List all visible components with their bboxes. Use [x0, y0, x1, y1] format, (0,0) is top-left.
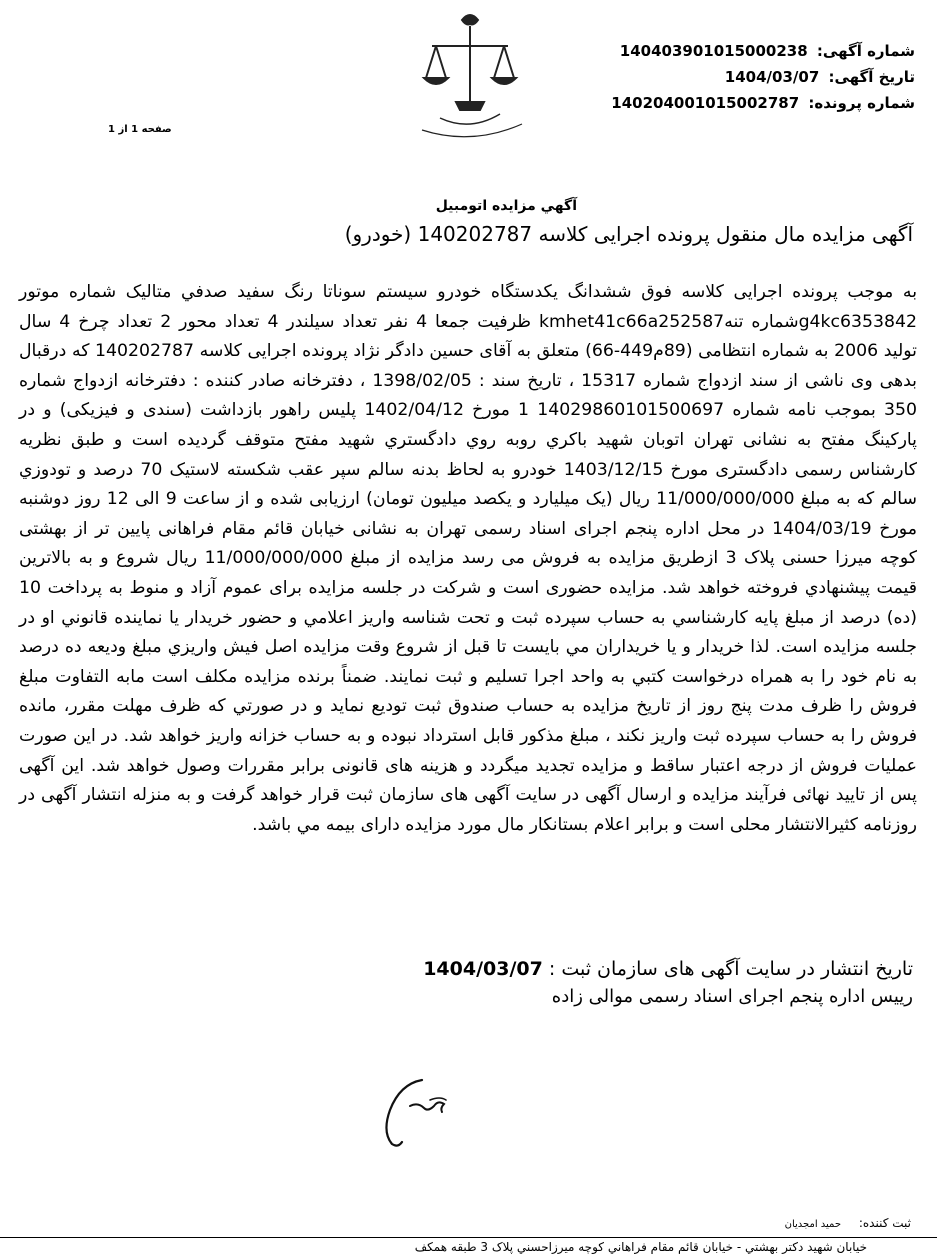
case-number-row [585, 90, 915, 116]
ad-metadata [585, 38, 915, 116]
ad-date: 1404/03/07 [724, 68, 820, 86]
ad-date-label: تاریخ آگهی: [828, 68, 915, 86]
registrar-name: حميد امجديان [784, 1219, 842, 1230]
page-subtitle: آگهی مزایده مال منقول پرونده اجرایی کلاسه 140202787 (خودرو) [344, 222, 913, 246]
ad-number-label: شماره آگهی: [816, 42, 915, 60]
footer-address: خيابان شهيد دکتر بهشتي - خيابان قائم مقام فراهاني کوچه ميرزاحسني پلاک 3 طبقه همکف [414, 1240, 867, 1254]
case-number-label: شماره پرونده: [808, 94, 915, 112]
ad-number: 140403901015000238 [619, 42, 808, 60]
signatory-title: رييس اداره پنجم اجرای اسناد رسمی موالی زاده [551, 986, 913, 1007]
handwritten-signature-icon [360, 1070, 470, 1160]
auction-body-text: به موجب پرونده اجرايی کلاسه فوق ششدانگ يکدستگاه خودرو سيستم سوناتا رنگ سفيد صدفي متاليک شماره موتور g4kc6353842شماره تنهkmhet41c66a252587 ظرفيت جمعا 4 نفر تعداد سيلندر 4 تعداد محور 2 تعداد چرخ 4 سال توليد 2006 به شماره انتظامی (89م449-66) متعلق به آقای حسين دادگر نژاد پرونده اجرايی کلاسه 140202787 که درقبال بدهی وی ناشی از سند ازدواج شماره 15317 ، تاريخ سند : 1398/02/05 ، دفترخانه صادر کننده : دفترخانه ازدواج شماره 350 بموجب نامه شماره 14029860101500697 1 مورخ 1402/04/12 پليس راهور بازداشت (سندی و فيزيکی) و در پارکينگ مفتح به نشانی تهران اتوبان شهيد باکري روبه روي دادگستري شهيد مفتح متوقف گرديده است و طبق نظريه کارشناس رسمی دادگستری مورخ 1403/12/15 خودرو به لحاظ بدنه سالم سپر عقب شکسته لاستيک 70 درصد و تودوزي سالم که به مبلغ 11/000/000/000 ريال (يک ميليارد و يکصد ميليون تومان) ارزيابی شده و از ساعت 9 الی 12 روز دوشنبه مورخ 1404/03/19 در محل اداره پنجم اجرای اسناد رسمی تهران به نشانی خيابان قائم مقام فراهانی پايين تر از بهشتی کوچه ميرزا حسنی پلاک 3 ازطريق مزايده به فروش می رسد مزايده از مبلغ 11/000/000/000 ريال شروع و به بالاترين قيمت پيشنهادي فروخته خواهد شد. مزايده حضوری است و شرکت در جلسه مزايده برای عموم آزاد و منوط به پرداخت 10 (ده) درصد از مبلغ پايه کارشناسي به حساب سپرده ثبت و تحت شناسه واريز اعلامي و حضور خريدار يا نماينده قانوني او در جلسه مزايده است. لذا خريدار و يا خريداران مي بايست تا قبل از شروع وقت مزايده اصل فيش واريزي مبلغ وديعه ده درصد به نام خود را به همراه درخواست کتبي به واحد اجرا تسليم و ثبت نمايند. ضمناً برنده مزايده مکلف است مابه التفاوت مبلغ فروش را ظرف مدت پنج روز از تاريخ مزايده به حساب صندوق ثبت توديع نمايد و در صورتي که ظرف مهلت مقرر، مانده فروش را به حساب سپرده ثبت واريز نکند ، مبلغ مذکور قابل استرداد نبوده و به حساب خزانه واريز خواهد شد. در اين صورت عمليات فروش از درجه اعتبار ساقط و مزايده تجديد ميگردد و هزينه های قانونی برابر مقررات وصول خواهد شد. اين آگهی پس از تاييد نهائی فرآيند مزايده و ارسال آگهی در سايت آگهی های سازمان ثبت قرار خواهد گرفت و به منزله انتشار آگهی در روزنامه کثيرالانتشار محلی است و برابر اعلام بستانکار مال مورد مزايده دارای بيمه مي باشد. [19, 282, 917, 835]
case-number: 140204001015002787 [611, 94, 800, 112]
publication-date-line [423, 958, 913, 980]
ad-number-row [585, 38, 915, 64]
publication-date: 1404/03/07 [423, 958, 543, 980]
registrar-line [785, 1216, 911, 1230]
publication-date-label: تاريخ انتشار در سايت آگهی های سازمان ثبت : [548, 958, 913, 980]
page-title: آگهي مزايده اتومبيل [435, 198, 577, 214]
judiciary-scales-emblem-icon [400, 6, 540, 146]
registrar-label: ثبت کننده: [858, 1216, 911, 1230]
ad-date-row [585, 64, 915, 90]
footer-divider [0, 1237, 937, 1238]
page-indicator: صفحه 1 از 1 [108, 124, 172, 135]
